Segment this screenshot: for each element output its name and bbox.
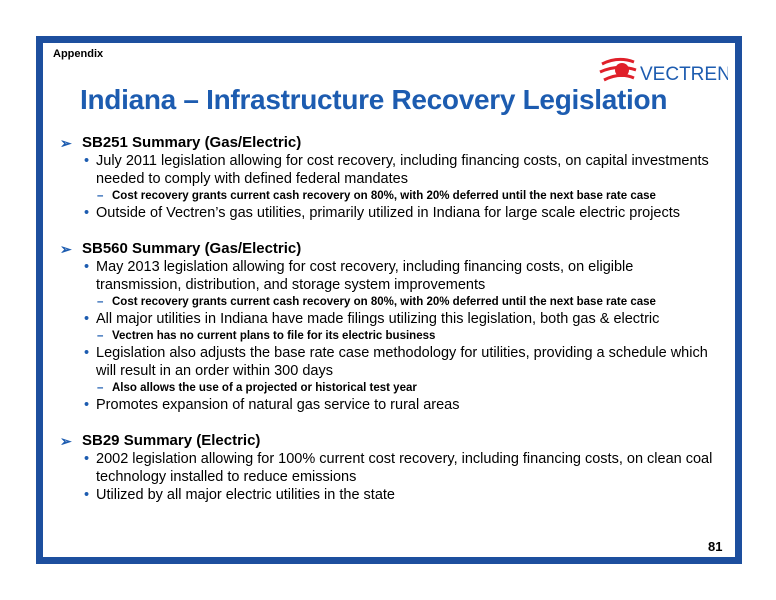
- bullet-text: July 2011 legislation allowing for cost recovery, including financing costs, on capital investments needed to comply with defined federal mandates: [96, 153, 709, 187]
- slide-content: [60, 134, 720, 522]
- bullet-text: All major utilities in Indiana have made filings utilizing this legislation, both gas & electric: [96, 311, 660, 327]
- sub-bullet-text: Cost recovery grants current cash recovery on 80%, with 20% deferred until the next base rate case: [112, 296, 656, 308]
- bullet-dot-icon: •: [84, 487, 90, 503]
- bullet-item: [60, 486, 720, 504]
- bullet-dot-icon: •: [84, 397, 90, 413]
- dash-bullet-icon: –: [97, 190, 104, 202]
- sub-bullet-item: [60, 328, 720, 344]
- bullet-item: [60, 152, 720, 188]
- section-label: Appendix: [53, 48, 104, 60]
- dash-bullet-icon: –: [97, 382, 104, 394]
- bullet-text: Promotes expansion of natural gas service to rural areas: [96, 397, 460, 413]
- bullet-item: [60, 344, 720, 380]
- sub-bullet-item: [60, 380, 720, 396]
- bullet-dot-icon: •: [84, 345, 90, 361]
- bullet-item: [60, 450, 720, 486]
- page-number: 81: [708, 539, 723, 554]
- section-heading: [60, 134, 720, 152]
- bullet-text: Utilized by all major electric utilities in the state: [96, 487, 395, 503]
- summary-section: [60, 240, 720, 414]
- arrow-bullet-icon: ➢: [60, 433, 72, 449]
- bullet-dot-icon: •: [84, 205, 90, 221]
- section-heading: [60, 240, 720, 258]
- bullet-dot-icon: •: [84, 259, 90, 275]
- bullet-dot-icon: •: [84, 451, 90, 467]
- sub-bullet-text: Also allows the use of a projected or historical test year: [112, 382, 417, 394]
- logo-text: VECTREN: [640, 64, 728, 85]
- bullet-item: [60, 396, 720, 414]
- sub-bullet-text: Cost recovery grants current cash recovery on 80%, with 20% deferred until the next base rate case: [112, 190, 656, 202]
- summary-section: [60, 134, 720, 222]
- bullet-text: May 2013 legislation allowing for cost recovery, including financing costs, on eligible transmission, distribution, and storage system improvements: [96, 259, 634, 293]
- bullet-item: [60, 204, 720, 222]
- dash-bullet-icon: –: [97, 296, 104, 308]
- bullet-text: 2002 legislation allowing for 100% current cost recovery, including financing costs, on clean coal technology installed to reduce emissions: [96, 451, 713, 485]
- section-heading-text: SB29 Summary (Electric): [82, 432, 261, 449]
- bullet-item: [60, 310, 720, 328]
- bullet-dot-icon: •: [84, 153, 90, 169]
- summary-section: [60, 432, 720, 504]
- bullet-dot-icon: •: [84, 311, 90, 327]
- sub-bullet-item: [60, 294, 720, 310]
- bullet-text: Outside of Vectren’s gas utilities, primarily utilized in Indiana for large scale electric projects: [96, 205, 681, 221]
- sub-bullet-text: Vectren has no current plans to file for its electric business: [112, 330, 436, 342]
- section-heading-text: SB560 Summary (Gas/Electric): [82, 240, 302, 257]
- page-title: Indiana – Infrastructure Recovery Legislation: [80, 84, 668, 115]
- dash-bullet-icon: –: [97, 330, 104, 342]
- arrow-bullet-icon: ➢: [60, 135, 72, 151]
- bullet-item: [60, 258, 720, 294]
- bullet-text: Legislation also adjusts the base rate case methodology for utilities, providing a schedule which will result in an order within 300 days: [96, 345, 708, 379]
- sub-bullet-item: [60, 188, 720, 204]
- section-heading-text: SB251 Summary (Gas/Electric): [82, 134, 302, 151]
- section-heading: [60, 432, 720, 450]
- arrow-bullet-icon: ➢: [60, 241, 72, 257]
